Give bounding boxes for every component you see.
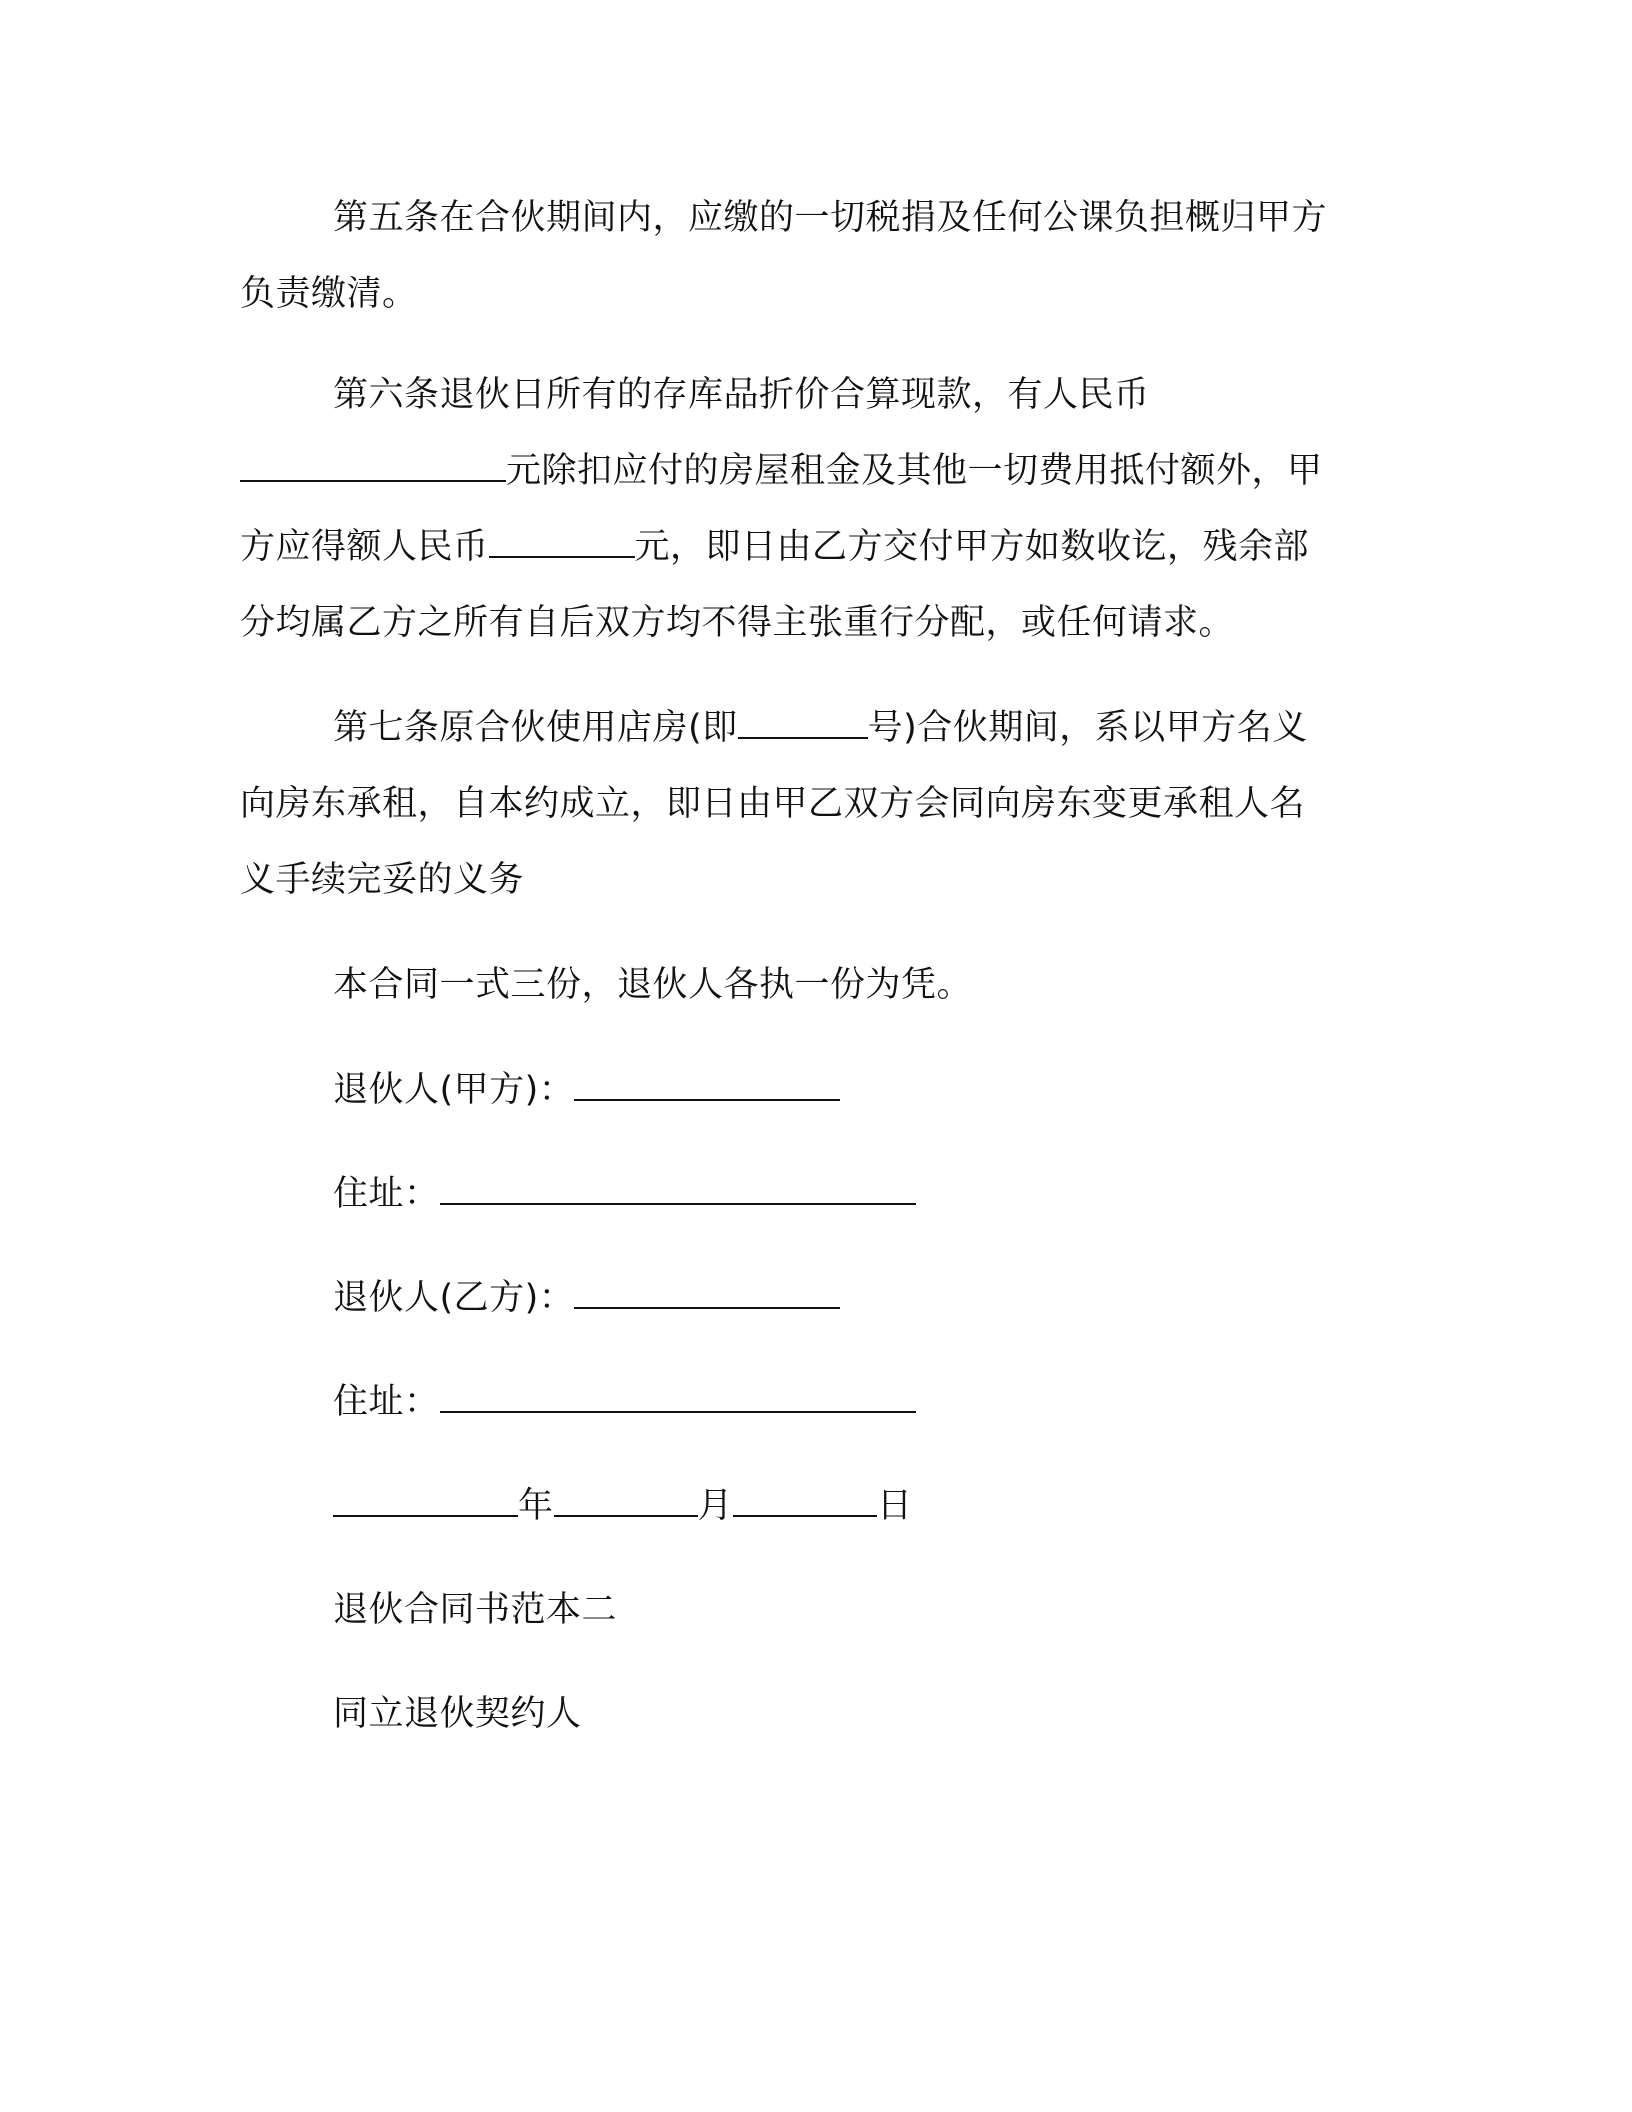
party-a-signature-line: 退伙人(甲方)：: [0, 1066, 1632, 1114]
article5-line2: 负责缴清。: [240, 274, 418, 314]
party-b-address-line: 住址：: [0, 1378, 1632, 1426]
party-b-signature-line: 退伙人(乙方)：: [0, 1274, 1632, 1322]
party-a-address-line: 住址：: [0, 1170, 1632, 1218]
article6-line3: 方应得额人民币 元，即日由乙方交付甲方如数收讫，残余部: [0, 523, 1632, 571]
party-a-name-blank: [574, 1067, 840, 1101]
article6-line4: 分均属乙方之所有自后双方均不得主张重行分配，或任何请求。: [240, 603, 1235, 643]
next-sample-title: 退伙合同书范本二: [333, 1590, 618, 1630]
party-b-name-blank: [574, 1275, 840, 1309]
day-blank: [733, 1483, 877, 1517]
date-line: 年 月 日: [0, 1482, 1632, 1530]
month-blank: [554, 1483, 698, 1517]
party-a-address-blank: [440, 1171, 916, 1205]
article7-line3: 义手续完妥的义务: [240, 860, 525, 900]
party-b-address-blank: [440, 1379, 916, 1413]
year-blank: [333, 1483, 518, 1517]
article6-line1: 第六条退伙日所有的存库品折价合算现款，有人民币: [333, 375, 1150, 415]
shop-number-blank: [738, 705, 868, 739]
article7-line2: 向房东承租，自本约成立，即日由甲乙双方会同向房东变更承租人名: [240, 784, 1306, 824]
article7-line1: 第七条原合伙使用店房(即 号)合伙期间，系以甲方名义: [0, 704, 1632, 752]
amount-blank: [240, 448, 506, 482]
article5-line1: 第五条在合伙期间内，应缴的一切税捐及任何公课负担概归甲方: [333, 198, 1328, 238]
next-sample-first-line: 同立退伙契约人: [333, 1694, 582, 1734]
article6-line2: 元除扣应付的房屋租金及其他一切费用抵付额外，甲: [0, 447, 1632, 495]
party-a-amount-blank: [489, 524, 635, 558]
copies-statement: 本合同一式三份，退伙人各执一份为凭。: [333, 965, 973, 1005]
